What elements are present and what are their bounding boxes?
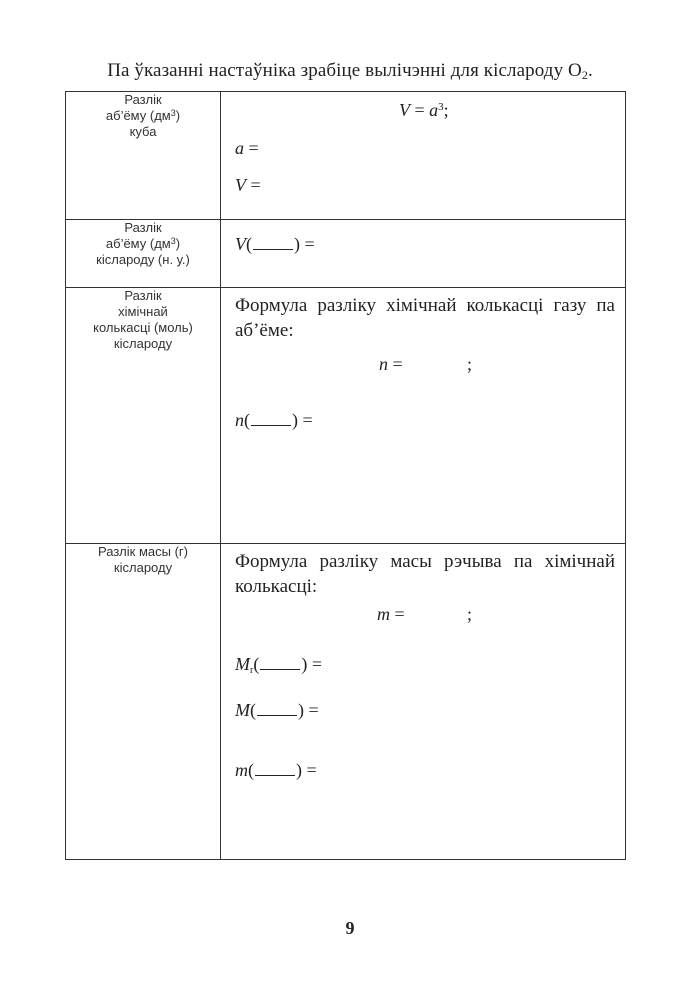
mass-formula: m = (377, 604, 405, 624)
volume-formula: $V = a^3$; (399, 100, 449, 120)
answer-blank[interactable] (255, 761, 295, 776)
row-label-oxygen-mass: Разлік масы (г) кіслароду (66, 544, 221, 860)
relative-molar-mass-line: $M_r$( ) = (235, 654, 322, 676)
mass-formula-end: ; (467, 604, 473, 624)
table-row (66, 220, 626, 288)
oxygen-mass-line: m( ) = (235, 760, 317, 780)
work-area-oxygen-amount[interactable] (221, 288, 626, 544)
calculation-table (65, 91, 626, 860)
heading-end: . (587, 60, 593, 81)
amount-formula-prompt: Формула разліку хімічнай колькасці газу па аб’ёме: (235, 295, 615, 341)
oxygen-amount-line: n( ) = (235, 410, 313, 430)
answer-blank[interactable] (251, 411, 291, 426)
row-label-oxygen-amount: Разлік хімічнай колькасці (моль) кіслароду (66, 288, 221, 544)
work-area-oxygen-mass[interactable] (221, 544, 626, 860)
molar-mass-line: M( ) = (235, 700, 319, 720)
page-heading (0, 60, 700, 82)
work-area-cube-volume[interactable] (221, 92, 626, 220)
row-label-cube-volume: Разлік аб’ёму $(дм^3)$ куба (66, 92, 221, 220)
answer-blank[interactable] (253, 235, 293, 250)
table-row (66, 288, 626, 544)
amount-formula-end: ; (467, 354, 473, 374)
heading-text: Па ўказанні настаўніка зрабіце вылічэнні для кіслароду O (107, 60, 582, 81)
table-row (66, 544, 626, 860)
heading-subscript: 2 (581, 68, 588, 82)
answer-blank[interactable] (257, 701, 297, 716)
amount-formula: n = (379, 354, 403, 374)
table-row (66, 92, 626, 220)
work-area-oxygen-volume[interactable] (221, 220, 626, 288)
oxygen-volume-line: V( ) = (235, 234, 315, 254)
mass-formula-prompt: Формула разліку масы рэчыва па хімічнай колькасці: (235, 551, 615, 597)
edge-length-line: a = (235, 138, 259, 158)
page-number: 9 (345, 918, 355, 938)
answer-blank[interactable] (260, 655, 300, 670)
row-label-oxygen-volume: Разлік аб’ёму $(дм^3)$ кіслароду (н. у.) (66, 220, 221, 288)
cube-volume-line: V = (235, 175, 261, 195)
